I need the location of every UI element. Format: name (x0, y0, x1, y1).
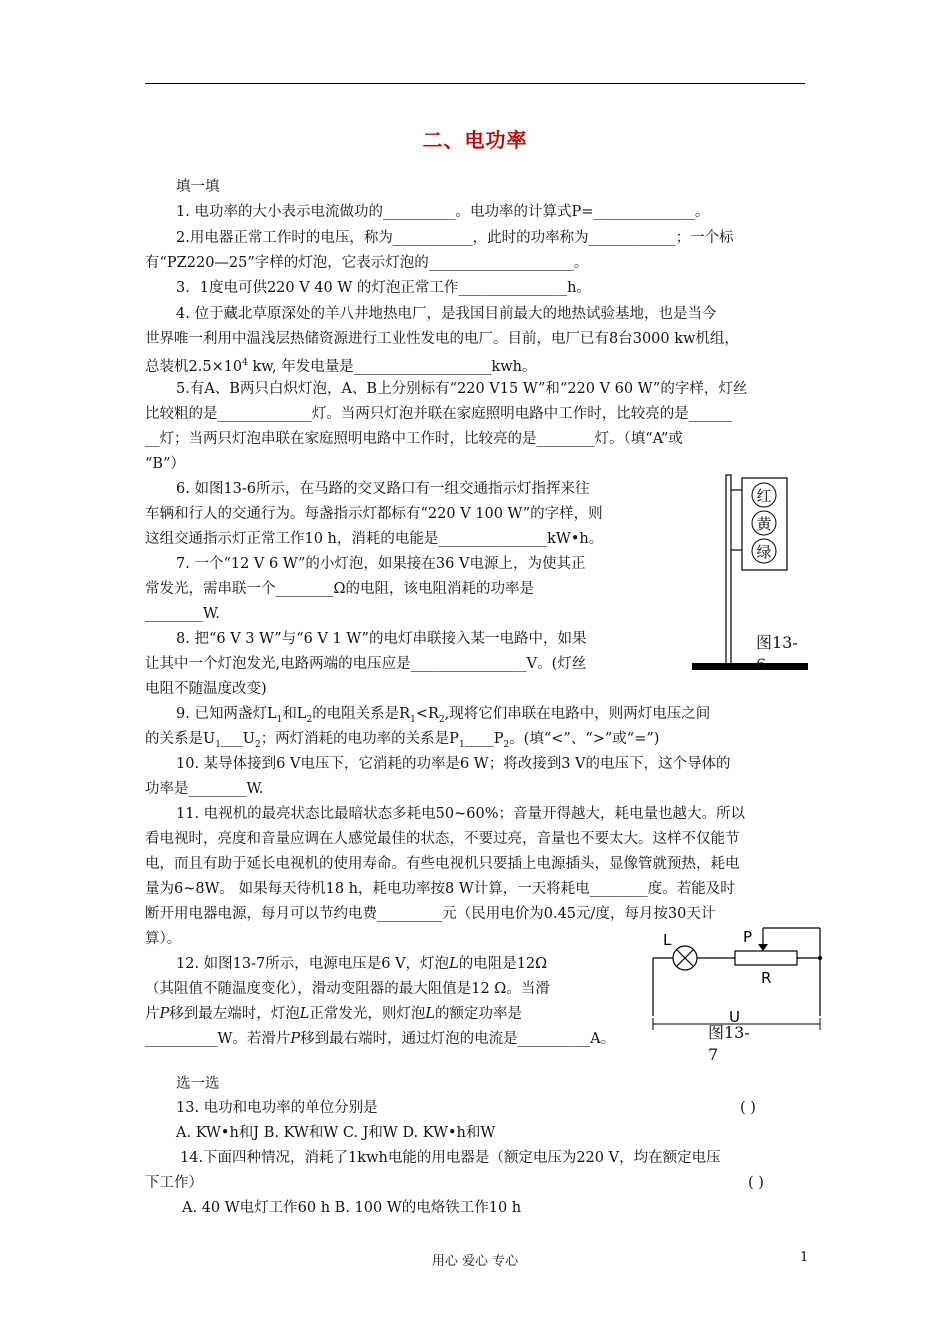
q3: 3．1度电可供220 V 40 W 的灯泡正常工作_______________h。 (176, 280, 591, 296)
slider-arrow-icon (758, 944, 768, 951)
q8-line3: 电阻不随温度改变) (145, 681, 267, 697)
q11-line3: 电，而且有助于延长电视机的使用寿命。有些电视机只要插上电源插头，显像管就预热，耗电 (145, 856, 740, 872)
q4-line2: 世界唯一利用中温浅层热储资源进行工业性发电的电厂。目前，电厂已有8台3000 kw机组， (145, 331, 739, 347)
q12-line2: （其阻值不随温度变化），滑动变阻器的最大阻值是12 Ω。当滑 (145, 981, 550, 997)
rheostat-icon (735, 951, 797, 965)
slider-label: P (743, 928, 753, 946)
resistor-label: R (761, 969, 772, 987)
fig7-caption: 图13- 7 (708, 1023, 750, 1064)
q7-line2: 常发光，需串联一个________Ω的电阻，该电阻消耗的功率是 (145, 581, 535, 597)
q9-line2: 的关系是$U_1\_\_\_U_2$；两灯消耗的电功率的关系是$P_1\_\_\_\_P_2$。(填“<”、“>”或“=”) (145, 731, 660, 750)
q6-line3: 这组交通指示灯正常工作10 h，消耗的电能是_______________kW•h。 (145, 531, 604, 547)
q5-line3: __灯；当两只灯泡串联在家庭照明电路中工作时，比较亮的是________灯。（填“A”或 (145, 431, 683, 447)
q11-line4: 量为6~8W。 如果每天待机18 h，耗电功率按8 W计算，一天将耗电________度。若能及时 (145, 881, 735, 897)
q11-line1: 11. 电视机的最亮状态比最暗状态多耗电50~60%；音量开得越大，耗电量也越大。所以 (176, 806, 745, 822)
q6-line1: 6. 如图13-6所示，在马路的交叉路口有一组交通指示灯指挥来往 (176, 481, 590, 497)
q10-line2: 功率是________W. (145, 781, 264, 797)
q2-line1: 2.用电器正常工作时的电压，称为___________，此时的功率称为____________；一个标 (176, 230, 734, 246)
q9-line1: 9. 已知两盏灯$L_1$和$L_2$的电阻关系是$R_1<R_2$,现将它们串联在电路中，则两灯电压之间 (176, 706, 711, 725)
q8-line1: 8. 把“6 V 3 W”与“6 V 1 W”的电灯串联接入某一电路中，如果 (176, 631, 587, 647)
q12-line3: 片P移到最左端时，灯泡L正常发光，则灯泡L的额定功率是 (145, 1006, 523, 1022)
q1: 1. 电功率的大小表示电流做功的__________。电功率的计算式P=______________。 (176, 204, 710, 220)
green-light-label: 绿 (756, 543, 772, 561)
q11-line5: 断开用电器电源，每月可以节约电费_________元（民用电价为0.45元/度，每月按30天计 (145, 906, 716, 922)
q12-line1: 12. 如图13-7所示，电源电压是6 V，灯泡L的电阻是12Ω (176, 956, 548, 972)
page-number: 1 (800, 1250, 809, 1265)
q11-line6: 算）。 (145, 931, 182, 947)
header-rule (145, 83, 805, 84)
q11-line2: 看电视时，亮度和音量应调在人感觉最佳的状态，不要过亮，音量也不要太大。这样不仅能节 (145, 831, 740, 847)
page-footer: 用心 爱心 专心 (431, 1254, 519, 1269)
q13-options: A. KW•h和J B. KW和W C. J和W D. KW•h和W (176, 1125, 496, 1141)
section-choose-heading: 选一选 (176, 1076, 220, 1092)
q6-line2: 车辆和行人的交通行为。每盏指示灯都标有“220 V 100 W”的字样，则 (145, 506, 603, 522)
q14-line1: 14.下面四种情况，消耗了1kwh电能的用电器是（额定电压为220 V，均在额定电压 (180, 1150, 721, 1166)
q7-line3: ________W. (145, 606, 220, 622)
q5-line4: “B”） (145, 456, 185, 472)
red-light-label: 红 (756, 487, 772, 505)
q4-line1: 4. 位于藏北草原深处的羊八井地热电厂，是我国目前最大的地热试验基地，也是当今 (176, 306, 717, 322)
q8-line2: 让其中一个灯泡发光,电路两端的电压应是________________V。(灯丝 (145, 656, 587, 672)
page-title: 二、电功率 (422, 128, 528, 152)
q2-line2: 有“PZ220—25”字样的灯泡，它表示灯泡的____________________。 (145, 255, 589, 271)
lamp-label: L (663, 931, 672, 949)
q14-answer-paren: ( ) (748, 1175, 764, 1191)
q14-line2: 下工作） (145, 1175, 203, 1191)
q7-line1: 7. 一个“12 V 6 W”的小灯泡，如果接在36 V电源上，为使其正 (176, 556, 586, 572)
q13: 13. 电功和电功率的单位分别是 (176, 1100, 378, 1116)
fig6-caption: 图13- 6 (756, 633, 798, 674)
q13-answer-paren: ( ) (740, 1100, 756, 1116)
yellow-light-label: 黄 (756, 515, 772, 533)
q5-line1: 5.有A、B两只白炽灯泡，A、B上分别标有“220 V15 W”和“220 V 60 W”的字样，灯丝 (176, 381, 748, 397)
q14-options: A. 40 W电灯工作60 h B. 100 W的电烙铁工作10 h (182, 1200, 522, 1216)
q10-line1: 10. 某导体接到6 V电压下，它消耗的功率是6 W；将改接到3 V的电压下，这个导体的 (176, 756, 731, 772)
q4-line3: 总装机$2.5\times 10^4$ kw, 年发电量是___________________kwh。 (145, 358, 537, 375)
q12-line4: __________W。若滑片P移到最右端时，通过灯泡的电流是__________A。 (145, 1031, 616, 1047)
section-fill-heading: 填一填 (176, 179, 220, 195)
q5-line2: 比较粗的是_____________灯。当两只灯泡并联在家庭照明电路中工作时，比较亮的是______ (145, 406, 733, 422)
voltage-label: U (729, 1008, 740, 1026)
